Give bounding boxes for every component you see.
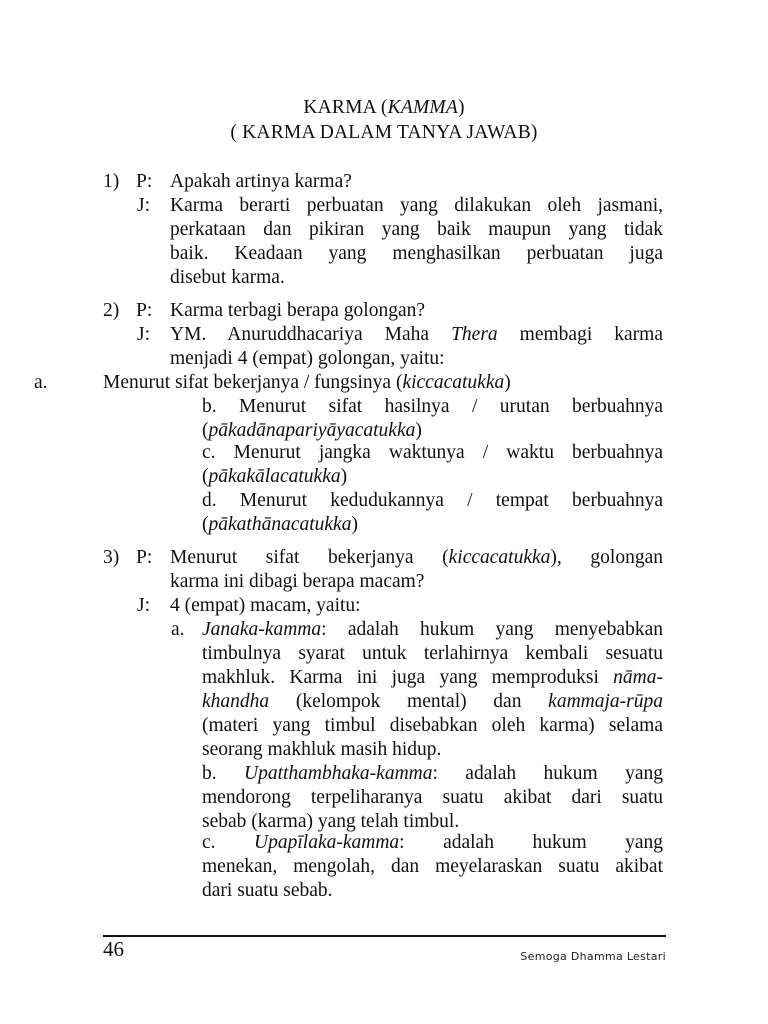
- q3-item-c-line: dari suatu sebab.: [202, 880, 333, 901]
- q2-item-b-term: (pākadānapariyāyacatukka): [202, 420, 422, 441]
- q1-answer-line: Karma berarti perbuatan yang dilakukan oleh jasmani,: [170, 195, 663, 216]
- q3-answer: 4 (empat) macam, yaitu:: [170, 595, 361, 616]
- q1-answer-line: disebut karma.: [170, 267, 285, 288]
- q3-j-label: J:: [137, 595, 151, 616]
- q3-item-a-line: khandha (kelompok mental) dan kammaja-rūpa: [202, 691, 663, 712]
- q2-p-label: P:: [136, 300, 153, 321]
- q3-item-b-line: b. Upatthambhaka-kamma: adalah hukum yang: [202, 763, 664, 784]
- q2-j-label: J:: [137, 324, 151, 345]
- q2-item-d-term: (pākathānacatukka): [202, 514, 358, 535]
- q2-item-c: c. Menurut jangka waktunya / waktu berbuahnya: [202, 442, 663, 463]
- q2-item-a-marker: a.: [34, 372, 48, 393]
- q3-item-a-line: (materi yang timbul disebabkan oleh karma) selama: [202, 715, 663, 736]
- q2-item-a: Menurut sifat bekerjanya / fungsinya (kiccacatukka): [103, 372, 511, 393]
- page-subtitle: ( KARMA DALAM TANYA JAWAB): [230, 122, 538, 143]
- q3-item-c-line: c. Upapīlaka-kamma: adalah hukum yang: [202, 832, 664, 853]
- q3-item-a-line: seorang makhluk masih hidup.: [202, 739, 442, 760]
- page-number: 46: [103, 937, 124, 961]
- q2-answer-line: menjadi 4 (empat) golongan, yaitu:: [170, 348, 445, 369]
- q1-p-label: P:: [136, 171, 153, 192]
- q2-item-d: d. Menurut kedudukannya / tempat berbuahnya: [202, 490, 663, 511]
- page-title: KARMA (KAMMA): [303, 97, 465, 118]
- q3-p-label: P:: [136, 547, 153, 568]
- q1-answer-line: baik. Keadaan yang menghasilkan perbuatan juga: [170, 243, 663, 264]
- q2-number: 2): [103, 300, 120, 321]
- q1-number: 1): [103, 171, 120, 192]
- q3-number: 3): [103, 547, 120, 568]
- q3-item-a-line: timbulnya syarat untuk terlahirnya kembali sesuatu: [202, 643, 663, 664]
- q1-j-label: J:: [137, 195, 151, 216]
- q3-question-line: Menurut sifat bekerjanya (kiccacatukka), golongan: [170, 547, 663, 568]
- footer-tagline: Semoga Dhamma Lestari: [520, 950, 666, 963]
- q3-item-c-line: menekan, mengolah, dan meyelaraskan suatu akibat: [202, 856, 663, 877]
- q3-question-line: karma ini dibagi berapa macam?: [170, 571, 425, 592]
- q1-question: Apakah artinya karma?: [170, 171, 352, 192]
- q3-item-b-line: sebab (karma) yang telah timbul.: [202, 811, 460, 832]
- q2-answer-line: YM. Anuruddhacariya Maha Thera membagi karma: [170, 324, 663, 345]
- q2-item-b: b. Menurut sifat hasilnya / urutan berbuahnya: [202, 396, 663, 417]
- q3-item-a-marker: a.: [171, 619, 185, 640]
- q1-answer-line: perkataan dan pikiran yang baik maupun yang tidak: [170, 219, 663, 240]
- q3-item-b-line: mendorong terpeliharanya suatu akibat dari suatu: [202, 787, 663, 808]
- q2-question: Karma terbagi berapa golongan?: [170, 300, 426, 321]
- footer-rule: [103, 935, 666, 937]
- q3-item-a-line: Janaka-kamma: adalah hukum yang menyebabkan: [202, 619, 663, 640]
- q2-item-c-term: (pākakālacatukka): [202, 466, 348, 487]
- q3-item-a-line: makhluk. Karma ini juga yang memproduksi nāma-: [202, 667, 663, 688]
